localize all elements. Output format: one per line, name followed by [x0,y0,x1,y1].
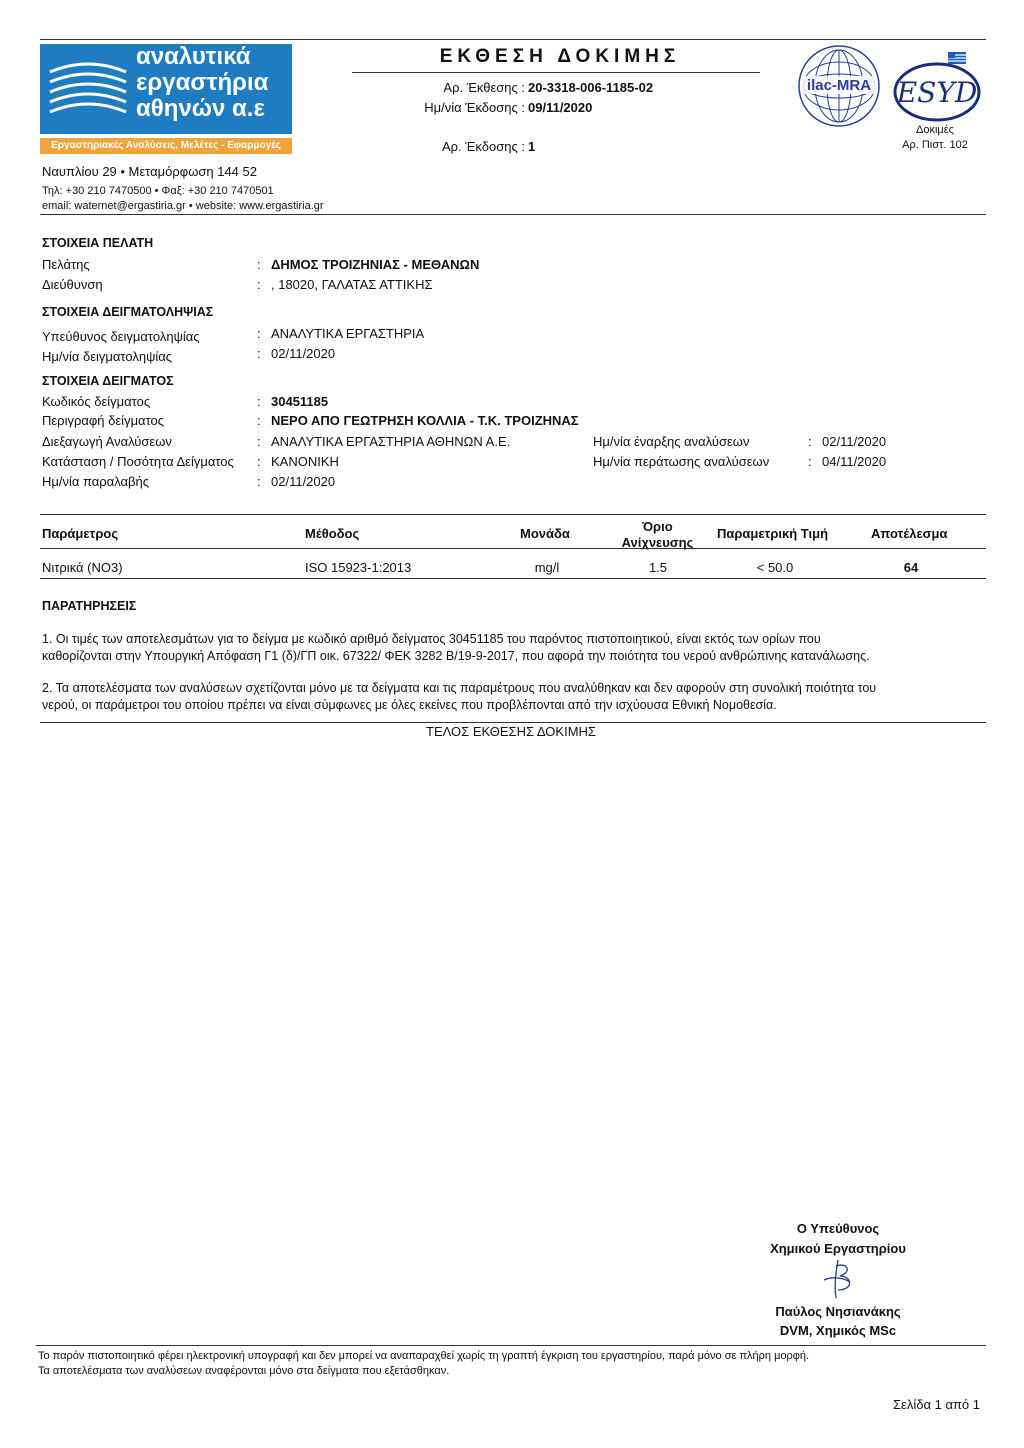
analysis-start-date: 02/11/2020 [822,434,887,449]
note-1-line-2: καθορίζονται στην Υπουργική Απόφαση Γ1 (δ)/ΓΠ οικ. 67322/ ΦΕΚ 3282 Β/19-9-2017, που αφορά την ποιότητα του νερού ανθρώπινης κατανάλωσης. [42,649,870,663]
note-2-line-2: νερού, οι παράμετροι του οποίου πρέπει να είναι σύμφωνες με όλες εκείνες που προβλέπονται από την ισχύουσα Εθνική Νομοθεσία. [42,698,777,712]
colon: : [257,474,261,489]
signature-role-line-1: Ο Υπεύθυνος [796,1221,880,1236]
logo-wordmark [136,44,268,122]
col-result-header: Αποτέλεσμα [871,526,948,541]
note-2-line-1: 2. Τα αποτελέσματα των αναλύσεων σχετίζονται μόνο με τα δείγματα και τις παραμέτρους που αναλύθηκαν και δεν αφορούν στη συνολική ποιότητα του [42,681,877,695]
issue-date: 09/11/2020 [528,100,593,115]
company-email: email: waternet@ergastiria.gr • website: www.ergastiria.gr [42,200,324,212]
col-param-value-header: Παραμετρική Τιμή [717,526,829,541]
cell-method: ISO 15923-1:2013 [305,560,412,575]
report-number: 20-3318-006-1185-02 [528,80,654,95]
esyd-logo-icon [892,52,982,124]
table-top-rule [40,514,986,515]
footer-line-1: Το παρόν πιστοποιητικό φέρει ηλεκτρονική υπογραφή και δεν μπορεί να αναπαραχθεί χωρίς τη γραπτή έγκριση του εργαστηρίου, παρά μόνο σε πλήρη μορφή. [38,1350,810,1362]
sample-code: 30451185 [271,394,329,409]
client-section-title: ΣΤΟΙΧΕΙΑ ΠΕΛΑΤΗ [42,236,154,250]
colon: : [808,434,812,449]
esyd-logo-text: ESYD [896,76,978,109]
report-number-label: Αρ. Έκθεσης : [443,80,525,95]
colon: : [808,454,812,469]
analysis-performed-label: Διεξαγωγή Αναλύσεων [42,434,172,449]
footer-rule [36,1345,986,1346]
notes-title: ΠΑΡΑΤΗΡΗΣΕΙΣ [42,599,137,613]
sampling-responsible: ΑΝΑΛΥΤΙΚΑ ΕΡΓΑΣΤΗΡΙΑ [271,326,425,341]
handwritten-signature-icon [818,1258,858,1300]
client-address-label: Διεύθυνση [42,277,103,292]
page-number: Σελίδα 1 από 1 [893,1397,980,1412]
sampling-section-title: ΣΤΟΙΧΕΙΑ ΔΕΙΓΜΑΤΟΛΗΨΙΑΣ [42,305,214,319]
ilac-mra-logo-icon [797,44,881,128]
colon: : [257,257,261,272]
col-method-header: Μέθοδος [305,526,360,541]
colon: : [257,434,261,449]
sample-condition-label: Κατάσταση / Ποσότητα Δείγματος [42,454,234,469]
col-parameter-header: Παράμετρος [42,526,119,541]
logo-line-2: εργαστήρια [136,69,269,96]
ilac-logo-text: ilac-MRA [806,77,872,94]
logo-line-1: αναλυτικά [136,43,251,70]
issue-date-label: Ημ/νία Έκδοσης : [424,100,525,115]
colon: : [257,277,261,292]
colon: : [257,454,261,469]
sample-condition: ΚΑΝΟΝΙΚΗ [271,454,339,469]
note-2 [42,680,962,714]
accreditation-number: Αρ. Πιστ. 102 [902,139,968,151]
analysis-start-label: Ημ/νία έναρξης αναλύσεων [593,434,750,449]
document-title: ΕΚΘΕΣΗ ΔΟΚΙΜΗΣ [439,46,681,67]
sample-code-label: Κωδικός δείγματος [42,394,151,409]
table-header-rule [40,548,986,549]
company-address: Ναυπλίου 29 • Μεταμόρφωση 144 52 [42,164,257,179]
client-name: ΔΗΜΟΣ ΤΡΟΙΖΗΝΙΑΣ - ΜΕΘΑΝΩΝ [271,257,480,272]
sampling-date: 02/11/2020 [271,346,336,361]
footer-line-2: Τα αποτελέσματα των αναλύσεων αναφέρονται μόνο στα δείγματα που εξετάσθηκαν. [38,1365,450,1377]
colon: : [257,413,261,428]
client-name-label: Πελάτης [42,257,90,272]
signatory-name: Παύλος Νησιανάκης [775,1304,901,1319]
issue-number: 1 [528,139,536,154]
cell-unit: mg/l [534,560,560,575]
logo-line-3: αθηνών α.ε [136,95,265,122]
analysis-performed-by: ΑΝΑΛΥΤΙΚΑ ΕΡΓΑΣΤΗΡΙΑ ΑΘΗΝΩΝ Α.Ε. [271,434,511,449]
sample-description-label: Περιγραφή δείγματος [42,413,165,428]
cell-param-value: < 50.0 [756,560,794,575]
client-address: , 18020, ΓΑΛΑΤΑΣ ΑΤΤΙΚΗΣ [271,277,433,292]
report-end-text: ΤΕΛΟΣ ΕΚΘΕΣΗΣ ΔΟΚΙΜΗΣ [426,724,596,739]
header-rule [40,214,986,215]
logo-waves-icon [46,52,130,128]
cell-result: 64 [903,560,919,575]
sampling-date-label: Ημ/νία δειγματοληψίας [42,349,173,364]
col-lod-header-line1: Όριο [642,519,673,534]
sampling-responsible-label: Υπεύθυνος δειγματοληψίας [42,329,200,344]
analysis-end-label: Ημ/νία περάτωσης αναλύσεων [593,454,770,469]
col-unit-header: Μονάδα [520,526,570,541]
colon: : [257,394,261,409]
top-rule [40,39,986,40]
logo-tagline: Εργαστηριακές Αναλύσεις, Μελέτες - Εφαρμογές [40,138,292,154]
cell-parameter: Νιτρικά (NO3) [42,560,123,575]
company-logo [40,44,292,154]
analysis-end-date: 04/11/2020 [822,454,887,469]
logo-background [40,44,292,134]
sample-description: ΝΕΡΟ ΑΠΟ ΓΕΩΤΡΗΣΗ ΚΟΛΛΙΑ - Τ.Κ. ΤΡΟΙΖΗΝΑΣ [271,413,579,428]
table-bottom-rule [40,578,986,579]
company-phone: Τηλ: +30 210 7470500 • Φαξ: +30 210 7470501 [42,185,274,197]
issue-number-label: Αρ. Έκδοσης : [441,139,525,154]
note-1 [42,631,962,665]
sample-section-title: ΣΤΟΙΧΕΙΑ ΔΕΙΓΜΑΤΟΣ [42,374,174,388]
signatory-title: DVM, Χημικός MSc [779,1323,897,1338]
received-date: 02/11/2020 [271,474,336,489]
note-1-line-1: 1. Οι τιμές των αποτελεσμάτων για το δείγμα με κωδικό αριθμό δείγματος 30451185 του παρόντος πιστοποιητικού, είναι εκτός των ορίων που [42,632,821,646]
signature-role-line-2: Χημικού Εργαστηρίου [770,1241,906,1256]
colon: : [257,326,261,341]
accreditation-label: Δοκιμές [916,124,954,136]
notes-end-rule [40,722,986,723]
title-underline [352,72,760,73]
cell-lod: 1.5 [648,560,668,575]
colon: : [257,346,261,361]
received-date-label: Ημ/νία παραλαβής [42,474,150,489]
col-lod-header-line2: Ανίχνευσης [621,535,694,550]
